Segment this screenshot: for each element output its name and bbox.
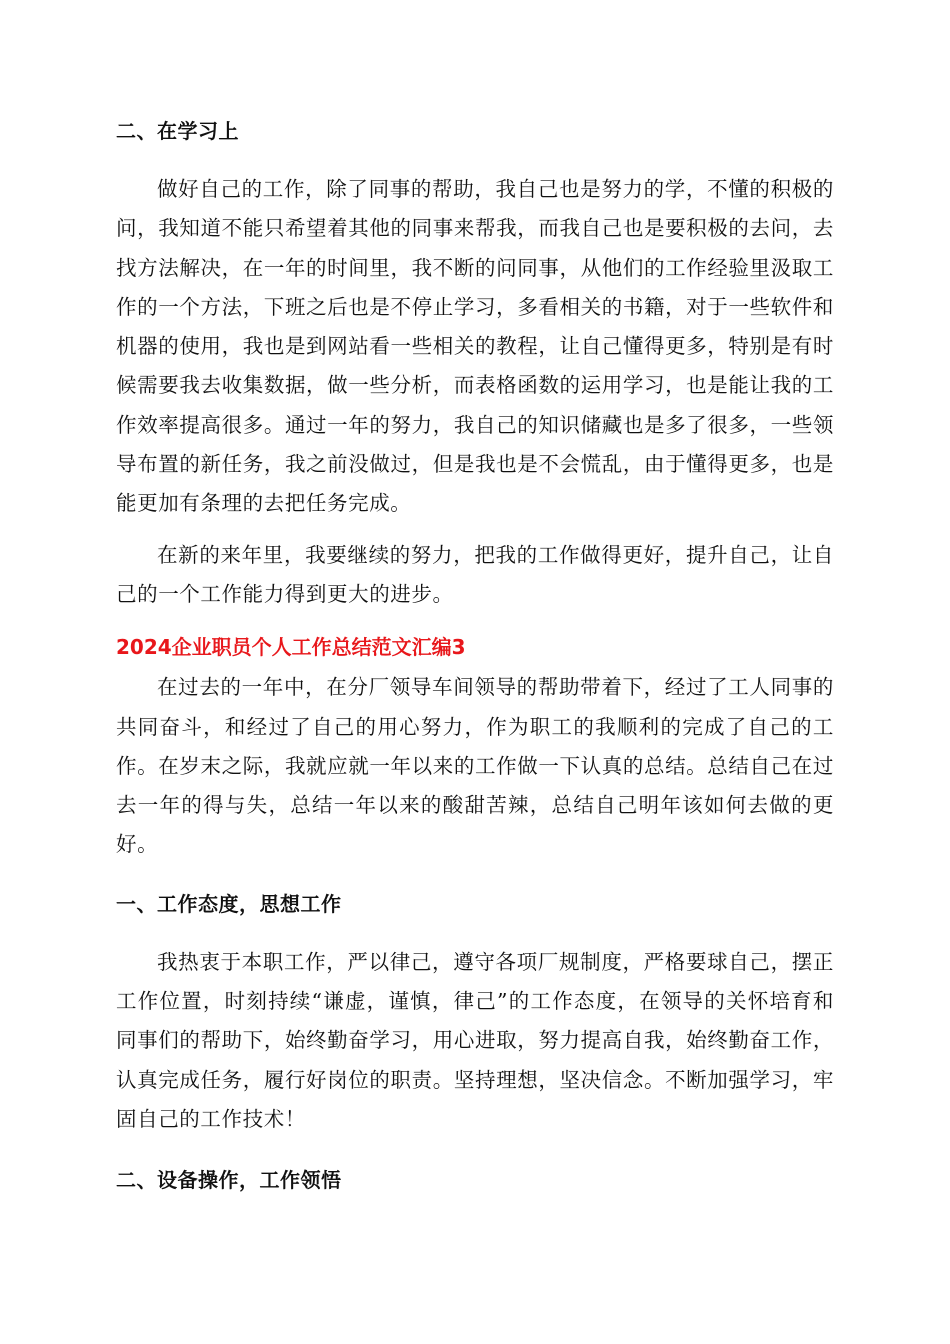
section-heading-attitude: 一、工作态度，思想工作 xyxy=(116,891,342,916)
document-page xyxy=(116,110,834,1195)
article-title: 2024企业职员个人工作总结范文汇编3 xyxy=(116,635,466,660)
paragraph-study-details: 做好自己的工作，除了同事的帮助，我自己也是努力的学，不懂的积极的问，我知道不能只希望着其他的同事来帮我，而我自己也是要积极的去问，去找方法解决，在一年的时间里，我不断的问同事，从他们的工作经验里汲取工作的一个方法，下班之后也是不停止学习，多看相关的书籍，对于一些软件和机器的使用，我也是到网站看一些相关的教程，让自己懂得更多，特别是有时候需要我去收集数据，做一些分析，而表格函数的运用学习，也是能让我的工作效率提高很多。通过一年的努力，我自己的知识储藏也是多了很多，一些领导布置的新任务，我之前没做过，但是我也是不会慌乱，由于懂得更多，也是能更加有条理的去把任务完成。 xyxy=(116,177,834,516)
paragraph-attitude: 我热衷于本职工作，严以律己，遵守各项厂规制度，严格要球自己，摆正工作位置，时刻持续“谦虚，谨慎，律己”的工作态度，在领导的关怀培育和同事们的帮助下，始终勤奋学习，用心进取，努力提高自我，始终勤奋工作，认真完成任务，履行好岗位的职责。坚持理想，坚决信念。不断加强学习，牢固自己的工作技术！ xyxy=(116,949,834,1131)
paragraph-next-year: 在新的来年里，我要继续的努力，把我的工作做得更好，提升自己，让自己的一个工作能力得到更大的进步。 xyxy=(116,542,834,606)
paragraph-intro: 在过去的一年中，在分厂领导车间领导的帮助带着下，经过了工人同事的共同奋斗，和经过了自己的用心努力，作为职工的我顺利的完成了自己的工作。在岁末之际，我就应就一年以来的工作做一下认真的总结。总结自己在过去一年的得与失，总结一年以来的酸甜苦辣，总结自己明年该如何去做的更好。 xyxy=(116,675,834,857)
section-heading-equipment: 二、设备操作，工作领悟 xyxy=(116,1168,342,1193)
section-heading-study: 二、在学习上 xyxy=(116,119,239,143)
